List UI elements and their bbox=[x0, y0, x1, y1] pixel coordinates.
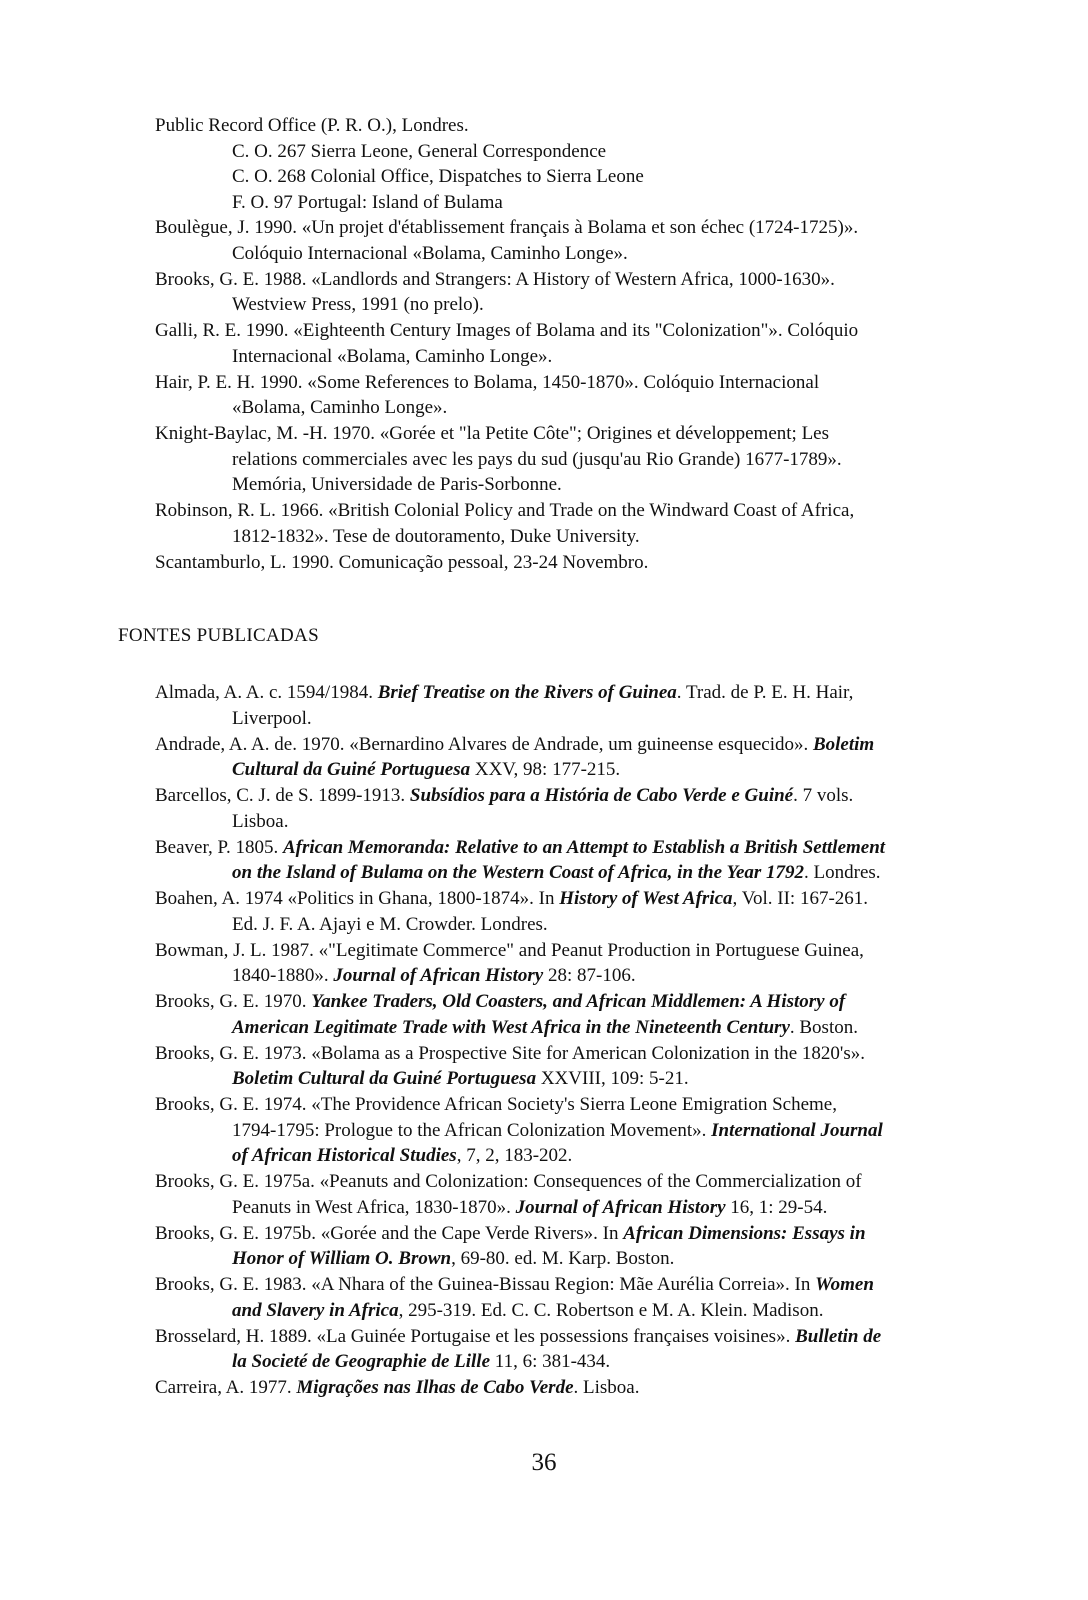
page-number: 36 bbox=[531, 1449, 557, 1476]
reference-title: Journal of African History bbox=[515, 1196, 726, 1218]
reference-text: Brooks, G. E. 1975a. «Peanuts and Colonization: Consequences of the Commercialization of bbox=[155, 1171, 862, 1192]
reference-text: . Lisboa. bbox=[573, 1377, 640, 1398]
reference-first-line bbox=[155, 783, 975, 809]
reference-text: Brooks, G. E. 1970. bbox=[155, 991, 312, 1012]
unpublished-sources bbox=[155, 113, 975, 576]
reference-continuation: 1812-1832». Tese de doutoramento, Duke University. bbox=[232, 525, 640, 547]
reference-continuation: Internacional «Bolama, Caminho Longe». bbox=[232, 345, 553, 367]
reference-entry bbox=[155, 370, 975, 421]
reference-first-line bbox=[155, 1272, 975, 1298]
reference-text: , Vol. II: 167-261. bbox=[732, 888, 869, 909]
reference-title: African Dimensions: Essays in bbox=[623, 1222, 866, 1244]
archive-header: Public Record Office (P. R. O.), Londres. bbox=[155, 115, 469, 136]
reference-text: Bowman, J. L. 1987. «"Legitimate Commerce" and Peanut Production in Portuguese Guinea, bbox=[155, 939, 864, 961]
reference-text: Carreira, A. 1977. bbox=[155, 1377, 297, 1398]
reference-text: XXVIII, 109: 5-21. bbox=[536, 1068, 689, 1089]
reference-text: Ed. J. F. A. Ajayi e M. Crowder. Londres. bbox=[232, 913, 548, 935]
reference-text: Liverpool. bbox=[232, 707, 312, 729]
reference-text: Brooks, G. E. 1983. «A Nhara of the Guinea-Bissau Region: Mãe Aurélia Correia». In bbox=[155, 1274, 816, 1295]
reference-text: Lisboa. bbox=[232, 810, 289, 832]
reference-first-line: Knight-Baylac, M. -H. 1970. «Gorée et "la Petite Côte"; Origines et développement; Les bbox=[155, 423, 830, 444]
reference-title: Honor of William O. Brown bbox=[232, 1248, 452, 1269]
reference-text: Boahen, A. 1974 «Politics in Ghana, 1800-1874». In bbox=[155, 888, 560, 909]
reference-text: , 295-319. Ed. C. C. Robertson e M. A. Klein. Madison. bbox=[398, 1299, 824, 1321]
reference-continuation bbox=[155, 1246, 975, 1272]
reference-entry bbox=[155, 732, 975, 783]
archive-item: C. O. 267 Sierra Leone, General Correspondence bbox=[232, 140, 607, 162]
reference-continuation: «Bolama, Caminho Longe». bbox=[232, 397, 448, 418]
reference-first-line: Galli, R. E. 1990. «Eighteenth Century Images of Bolama and its "Colonization"». Colóquio bbox=[155, 320, 859, 341]
reference-title: History of West Africa bbox=[559, 888, 733, 909]
reference-continuation: Memória, Universidade de Paris-Sorbonne. bbox=[232, 474, 562, 495]
section-heading bbox=[118, 623, 918, 649]
reference-title: of African Historical Studies bbox=[232, 1145, 457, 1166]
reference-continuation bbox=[155, 1195, 975, 1221]
reference-text: , 69-80. ed. M. Karp. Boston. bbox=[451, 1248, 675, 1269]
reference-text: XXV, 98: 177-215. bbox=[470, 759, 621, 780]
reference-entry bbox=[155, 318, 975, 369]
reference-title: Journal of African History bbox=[333, 965, 544, 986]
reference-title: Women bbox=[815, 1274, 874, 1295]
reference-entry bbox=[155, 1041, 975, 1092]
reference-first-line bbox=[155, 1041, 975, 1067]
reference-text: . Trad. de P. E. H. Hair, bbox=[676, 682, 854, 703]
reference-title: Brief Treatise on the Rivers of Guinea bbox=[377, 682, 677, 703]
reference-continuation bbox=[155, 706, 975, 732]
reference-title: on the Island of Bulama on the Western Coast of Africa, in the Year 1792 bbox=[232, 862, 805, 883]
reference-text: , 7, 2, 183-202. bbox=[456, 1145, 573, 1166]
reference-text: 11, 6: 381-434. bbox=[490, 1351, 611, 1372]
reference-text: . Londres. bbox=[804, 862, 881, 883]
reference-first-line: Robinson, R. L. 1966. «British Colonial Policy and Trade on the Windward Coast of Africa, bbox=[155, 500, 855, 521]
reference-title: African Memoranda: Relative to an Attempt to Establish a British Settlement bbox=[283, 836, 886, 858]
reference-entry bbox=[155, 550, 975, 576]
reference-title: Bulletin de bbox=[795, 1325, 882, 1347]
reference-first-line bbox=[155, 1375, 975, 1401]
reference-continuation bbox=[155, 1015, 975, 1041]
reference-continuation: Westview Press, 1991 (no prelo). bbox=[232, 294, 484, 315]
reference-title: American Legitimate Trade with West Africa in the Nineteenth Century bbox=[232, 1016, 790, 1038]
reference-first-line: Scantamburlo, L. 1990. Comunicação pessoal, 23-24 Novembro. bbox=[155, 551, 649, 573]
reference-title: Migrações nas Ilhas de Cabo Verde bbox=[296, 1377, 574, 1398]
reference-text: 1840-1880». bbox=[232, 965, 334, 986]
reference-title: International Journal bbox=[711, 1119, 883, 1141]
reference-entry bbox=[155, 886, 975, 937]
reference-continuation bbox=[155, 757, 975, 783]
reference-text: Brosselard, H. 1889. «La Guinée Portugaise et les possessions françaises voisines». bbox=[155, 1325, 796, 1347]
reference-text: Peanuts in West Africa, 1830-1870». bbox=[232, 1196, 516, 1218]
reference-first-line: Boulègue, J. 1990. «Un projet d'établissement français à Bolama et son échec (1724-1725)». bbox=[155, 217, 859, 238]
reference-title: and Slavery in Africa bbox=[232, 1299, 399, 1321]
reference-title: Boletim Cultural da Guiné Portuguesa bbox=[232, 1068, 537, 1089]
published-reference-list bbox=[155, 680, 975, 1401]
reference-continuation bbox=[155, 1118, 975, 1144]
reference-continuation bbox=[155, 860, 975, 886]
reference-text: . Boston. bbox=[789, 1016, 858, 1038]
reference-entry bbox=[155, 267, 975, 318]
reference-entry bbox=[155, 421, 975, 498]
reference-entry bbox=[155, 783, 975, 834]
reference-title: la Societé de Geographie de Lille bbox=[232, 1351, 491, 1372]
reference-first-line bbox=[155, 989, 975, 1015]
reference-entry bbox=[155, 835, 975, 886]
reference-entry bbox=[155, 1092, 975, 1169]
reference-continuation: Colóquio Internacional «Bolama, Caminho Longe». bbox=[232, 242, 628, 264]
reference-first-line bbox=[155, 732, 975, 758]
reference-first-line: Brooks, G. E. 1988. «Landlords and Strangers: A History of Western Africa, 1000-1630». bbox=[155, 268, 835, 290]
reference-text: 28: 87-106. bbox=[543, 965, 636, 986]
reference-text: Brooks, G. E. 1974. «The Providence African Society's Sierra Leone Emigration Scheme, bbox=[155, 1094, 837, 1115]
reference-entry bbox=[155, 1169, 975, 1220]
section-heading-text: FONTES PUBLICADAS bbox=[118, 625, 319, 646]
reference-continuation bbox=[155, 1066, 975, 1092]
reference-entry bbox=[155, 498, 975, 549]
reference-first-line: Hair, P. E. H. 1990. «Some References to Bolama, 1450-1870». Colóquio Internacional bbox=[155, 371, 820, 393]
reference-text: . 7 vols. bbox=[793, 785, 854, 806]
reference-first-line bbox=[155, 1169, 975, 1195]
reference-first-line bbox=[155, 835, 975, 861]
reference-text: Brooks, G. E. 1973. «Bolama as a Prospective Site for American Colonization in the 1820's». bbox=[155, 1042, 866, 1064]
reference-entry bbox=[155, 1272, 975, 1323]
reference-title: Cultural da Guiné Portuguesa bbox=[232, 759, 471, 780]
reference-text: 1794-1795: Prologue to the African Colonization Movement». bbox=[232, 1119, 712, 1141]
reference-text: Beaver, P. 1805. bbox=[155, 836, 283, 858]
reference-text: Brooks, G. E. 1975b. «Gorée and the Cape Verde Rivers». In bbox=[155, 1222, 624, 1244]
reference-first-line bbox=[155, 1324, 975, 1350]
reference-continuation bbox=[155, 1298, 975, 1324]
reference-first-line bbox=[155, 680, 975, 706]
reference-continuation bbox=[155, 1143, 975, 1169]
reference-entry bbox=[155, 680, 975, 731]
unpublished-reference-list bbox=[155, 215, 975, 575]
archive-item: C. O. 268 Colonial Office, Dispatches to Sierra Leone bbox=[232, 166, 644, 187]
reference-entry bbox=[155, 1324, 975, 1375]
reference-entry bbox=[155, 215, 975, 266]
reference-text: Almada, A. A. c. 1594/1984. bbox=[155, 682, 378, 703]
reference-continuation bbox=[155, 809, 975, 835]
reference-first-line bbox=[155, 886, 975, 912]
reference-text: Andrade, A. A. de. 1970. «Bernardino Alvares de Andrade, um guineense esquecido». bbox=[155, 733, 813, 755]
reference-title: Yankee Traders, Old Coasters, and African Middlemen: A History of bbox=[311, 991, 846, 1012]
reference-first-line bbox=[155, 1221, 975, 1247]
reference-continuation: relations commerciales avec les pays du sud (jusqu'au Rio Grande) 1677-1789». bbox=[232, 448, 842, 470]
reference-entry bbox=[155, 938, 975, 989]
archive-item: F. O. 97 Portugal: Island of Bulama bbox=[232, 191, 503, 213]
reference-continuation bbox=[155, 963, 975, 989]
reference-first-line bbox=[155, 1092, 975, 1118]
reference-entry bbox=[155, 1221, 975, 1272]
reference-title: Subsídios para a História de Cabo Verde e Guiné bbox=[409, 785, 794, 806]
reference-continuation bbox=[155, 1349, 975, 1375]
reference-entry bbox=[155, 1375, 975, 1401]
reference-title: Boletim bbox=[812, 733, 875, 755]
reference-text: 16, 1: 29-54. bbox=[725, 1196, 828, 1218]
reference-continuation bbox=[155, 912, 975, 938]
reference-entry bbox=[155, 989, 975, 1040]
reference-first-line bbox=[155, 938, 975, 964]
reference-text: Barcellos, C. J. de S. 1899-1913. bbox=[155, 785, 410, 806]
